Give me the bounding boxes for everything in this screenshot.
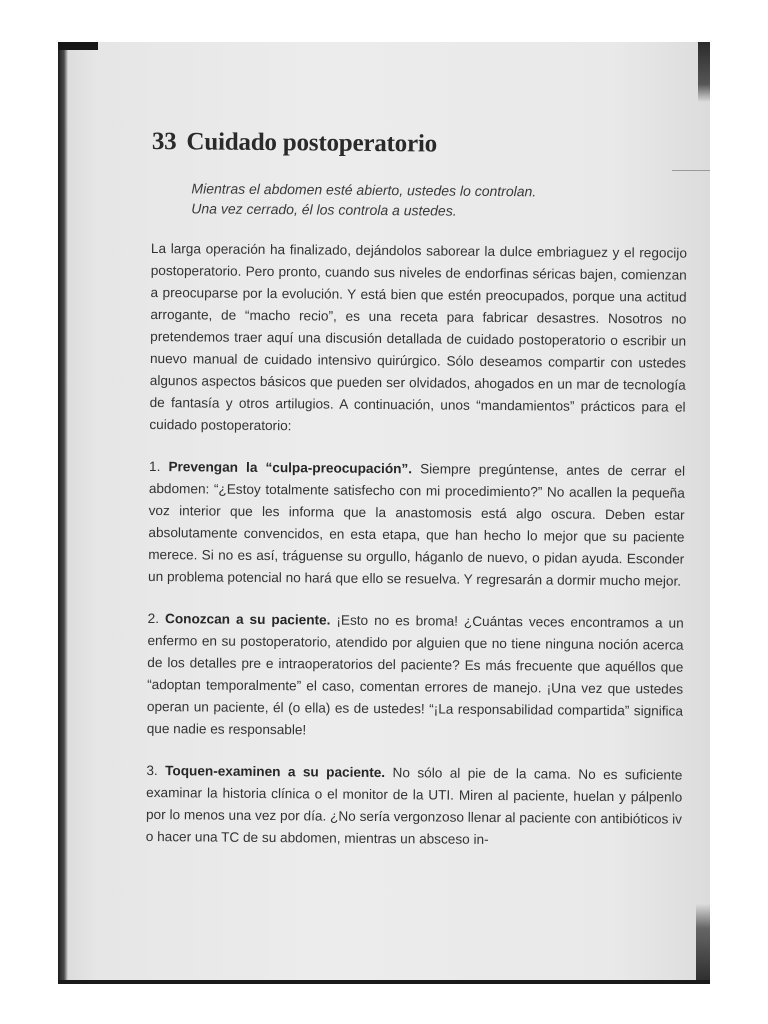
- page-content: [146, 128, 688, 873]
- commandment-item: [146, 760, 683, 853]
- commandment-item: [147, 608, 684, 745]
- epigraph-line: Mientras el abdomen esté abierto, ustedes lo controlan.: [191, 180, 537, 200]
- scan-edge-bottom-right: [696, 904, 710, 984]
- chapter-title: Cuidado postoperatorio: [186, 128, 438, 158]
- item-number: 3.: [146, 762, 158, 779]
- chapter-number: 33: [151, 128, 177, 156]
- book-spine-shadow: [58, 42, 68, 984]
- scan-edge-top-right: [698, 42, 710, 102]
- item-text: No sólo al pie de la cama. No es suficiente examinar la historia clínica o el monitor de la UTI. Miren al paciente, huelan y pálpenlo por lo menos una vez por día. ¿No sería vergonzoso llenar al paciente con antibióticos iv o hacer una TC de su abdomen, mientras un absceso in-: [145, 765, 683, 847]
- scan-edge-top-left: [58, 42, 98, 50]
- item-text: Siempre pregúntense, antes de cerrar el abdomen: “¿Estoy totalmente satisfecho con mi procedimiento?” No acallen la pequeña voz interior que les informa que la anastomosis está algo oscura. Deben estar absolutamente convencidos, en esta etapa, que han hecho lo mejor que su paciente merece. Si no es así, tráguense su orgullo, háganlo de nuevo, o pidan ayuda. Esconder un problema potencial no hará que ello se resuelva. Y regresarán a dormir mucho mejor.: [148, 461, 686, 589]
- item-text: ¡Esto no es broma! ¿Cuántas veces encontramos a un enfermo en su postoperatorio, atendido por alguien que no tiene ninguna noción acerca de los detalles pre e intraoperatorios del paciente? Es más frecuente que aquéllos que “adoptan temporalmente” el caso, comentan errores de manejo. ¡Una vez que ustedes operan un paciente, él (o ella) es de ustedes! “¡La responsabilidad compartida” significa que nadie es responsable!: [146, 612, 684, 738]
- commandment-item: [148, 456, 685, 593]
- item-lead: Prevengan la “culpa-preocupación”.: [168, 459, 413, 477]
- intro-paragraph: La larga operación ha finalizado, dejándolos saborear la dulce embriaguez y el regocijo postoperatorio. Pero pronto, cuando sus niveles de endorfinas séricas bajen, comienzan a preocuparse por la evolución. Y está bien que estén preocupados, porque una actitud arrogante, de “macho recio”, es una receta para fabricar desastres. Nosotros no pretendemos traer aquí una discusión detallada de cuidado postoperatorio o escribir un nuevo manual de cuidado intensivo quirúrgico. Sólo deseamos compartir con ustedes algunos aspectos básicos que pueden ser olvidados, ahogados en un mar de tecnología de fantasía y otros artilugios. A continuación, unos “mandamientos” prácticos para el cuidado postoperatorio:: [149, 240, 687, 434]
- item-number: 2.: [147, 610, 160, 627]
- chapter-heading: [152, 128, 688, 161]
- scan-edge-bottom: [58, 980, 710, 984]
- item-lead: Toquen-examinen a su paciente.: [165, 763, 386, 781]
- epigraph: [191, 178, 687, 222]
- item-lead: Conozcan a su paciente.: [165, 611, 331, 628]
- item-number: 1.: [148, 458, 161, 475]
- scanned-page: [58, 42, 710, 984]
- epigraph-line: Una vez cerrado, él los controla a ustedes.: [191, 200, 457, 219]
